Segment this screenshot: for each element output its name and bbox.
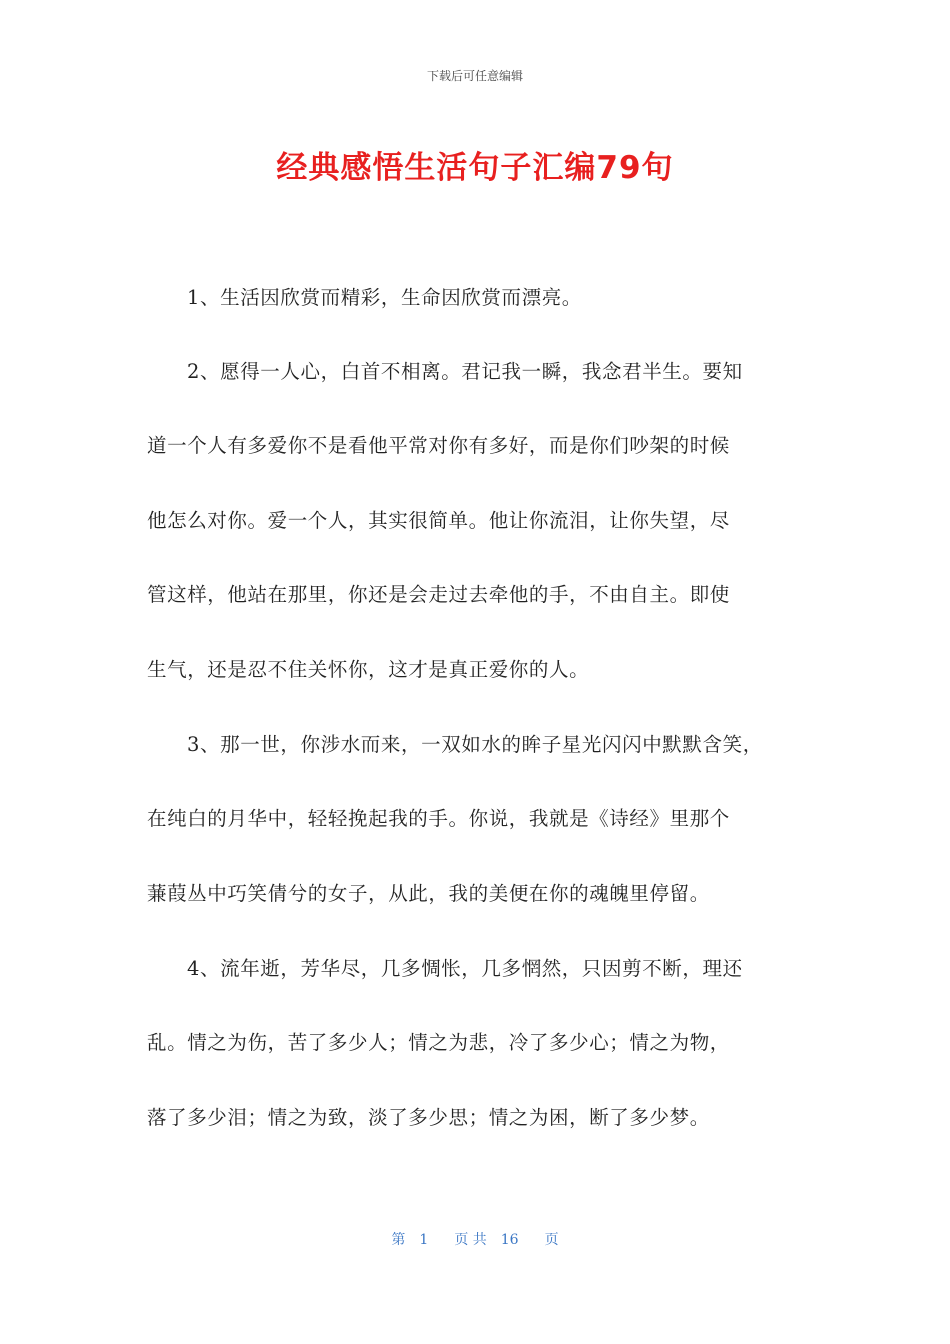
paragraph-4-line-1: 4、流年逝，芳华尽，几多惆怅，几多惘然，只因剪不断，理还 [187,957,743,980]
paragraph-3-line-2: 在纯白的月华中，轻轻挽起我的手。你说，我就是《诗经》里那个 [147,807,730,830]
paragraph-2-line-5: 生气，还是忍不住关怀你，这才是真正爱你的人。 [147,658,590,681]
footer-prefix: 第 [391,1232,406,1248]
paragraph-2-line-3: 他怎么对你。爱一个人，其实很简单。他让你流泪，让你失望，尽 [147,509,730,532]
footer-mid: 页 共 [454,1232,487,1248]
paragraph-4-line-2: 乱。情之为伤，苦了多少人；情之为悲，冷了多少心；情之为物， [147,1031,730,1054]
paragraph-2-line-1: 2、愿得一人心，白首不相离。君记我一瞬，我念君半生。要知 [187,360,743,383]
current-page-number: 1 [419,1232,429,1248]
paragraph-4-line-3: 落了多少泪；情之为致，淡了多少思；情之为困，断了多少梦。 [147,1106,710,1129]
paragraph-3-line-3: 蒹葭丛中巧笑倩兮的女子，从此，我的美便在你的魂魄里停留。 [147,882,710,905]
page-footer [0,1229,950,1249]
header-note: 下载后可任意编辑 [426,69,523,83]
total-pages-number: 16 [500,1232,519,1248]
paragraph-1-line-1: 1、生活因欣赏而精彩，生命因欣赏而漂亮。 [187,286,582,309]
footer-suffix: 页 [544,1232,559,1248]
paragraph-2-line-2: 道一个人有多爱你不是看他平常对你有多好，而是你们吵架的时候 [147,434,730,457]
paragraph-3-line-1: 3、那一世，你涉水而来，一双如水的眸子星光闪闪中默默含笑， [187,733,763,756]
document-title: 经典感悟生活句子汇编79句 [276,150,674,186]
paragraph-2-line-4: 管这样，他站在那里，你还是会走过去牵他的手，不由自主。即使 [147,583,730,606]
